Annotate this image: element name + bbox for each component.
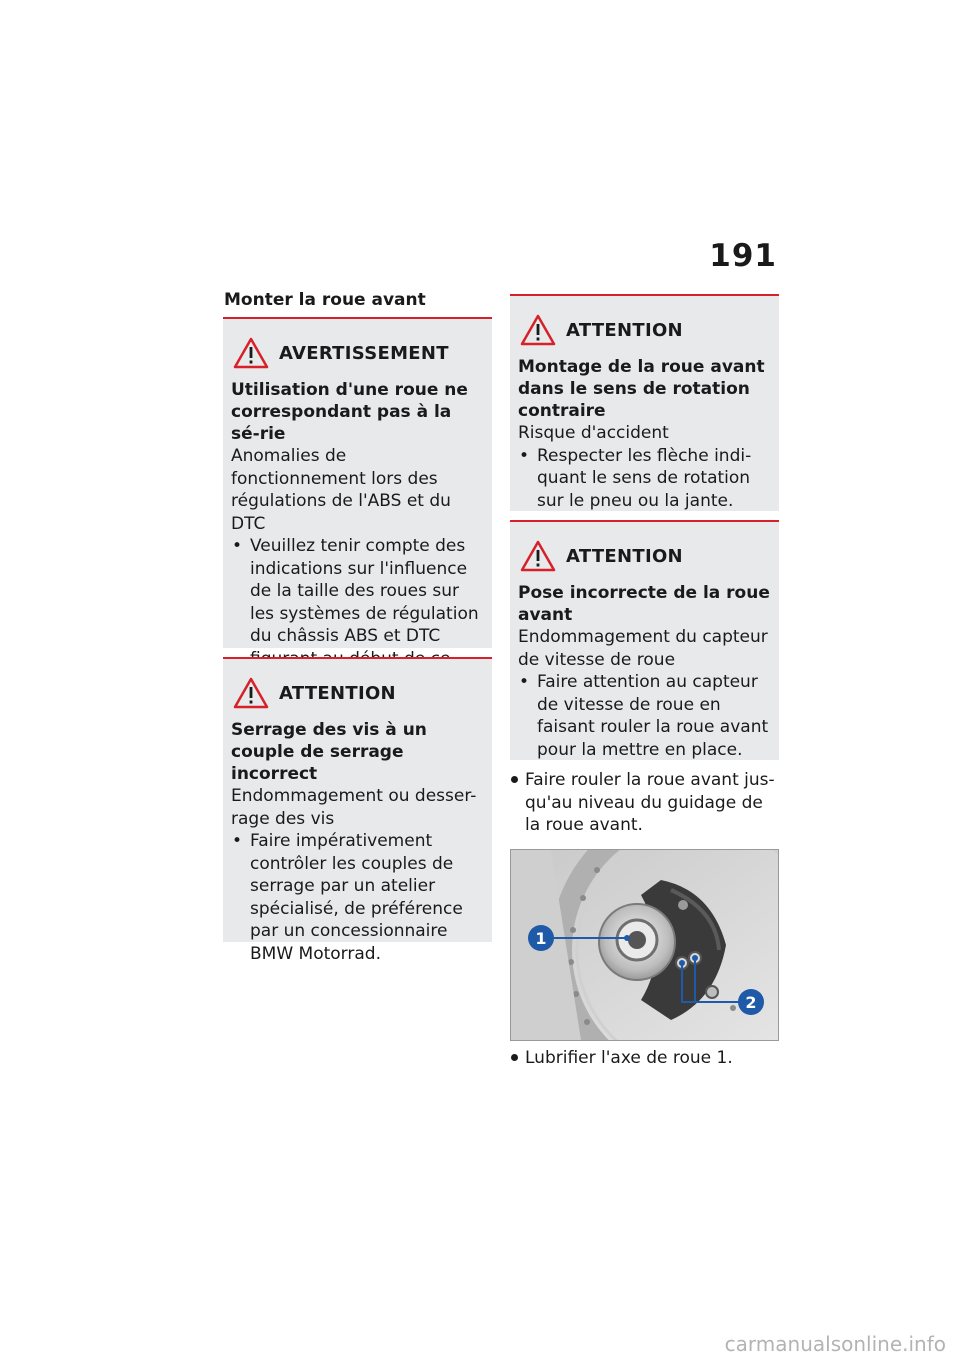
warning-label: ATTENTION [566, 545, 683, 567]
warning-label: ATTENTION [566, 319, 683, 341]
warning-title: Serrage des vis à un couple de serrage incorrect [231, 720, 427, 784]
warning-triangle-icon [233, 337, 269, 369]
warning-risk: Endommagement ou desser-rage des vis [231, 786, 477, 829]
warning-box-attention-pose [510, 520, 779, 760]
warning-box-avertissement [223, 317, 492, 648]
warning-title: Pose incorrecte de la roue avant [518, 583, 770, 625]
warning-label: ATTENTION [279, 682, 396, 704]
warning-box-attention-sens-rotation [510, 294, 779, 511]
warning-bullet: • Faire impérativement contrôler les couples de serrage par un atelier spécialisé, de préférence par un concessionnaire BMW Motorrad. [231, 830, 484, 965]
warning-label: AVERTISSEMENT [279, 342, 449, 364]
step-item: Faire rouler la roue avant jus-qu'au niveau du guidage de la roue avant. [510, 769, 778, 837]
step-item: Lubrifier l'axe de roue 1. [510, 1047, 778, 1070]
warning-bullet: • Veuillez tenir compte des indications sur l'influence de la taille des roues sur les systèmes de régulation du châssis ABS et DTC [231, 535, 484, 693]
warning-triangle-icon [520, 540, 556, 572]
warning-risk: Risque d'accident [518, 423, 669, 443]
warning-risk: Anomalies de fonctionnement lors des régulations de l'ABS et du DTC [231, 446, 451, 534]
warning-title: Utilisation d'une roue ne correspondant pas à la sé-rie [231, 380, 468, 444]
warning-bullets [231, 830, 484, 965]
warning-risk: Endommagement du capteur de vitesse de roue [518, 627, 768, 670]
warning-bullets [518, 445, 771, 513]
page-number: 191 [709, 238, 777, 274]
callout-2-label: 2 [745, 993, 757, 1012]
warning-box-attention-serrage [223, 657, 492, 964]
warning-triangle-icon [233, 677, 269, 709]
watermark: carmanualsonline.info [724, 1332, 946, 1356]
warning-triangle-icon [520, 314, 556, 346]
wheel-axle-photo [510, 849, 779, 1041]
warning-bullets [518, 671, 771, 761]
callout-1-label: 1 [535, 929, 547, 948]
warning-bullet: • Respecter les flèche indi-quant le sens de rotation sur le pneu ou la jante. [518, 445, 771, 513]
wheel-axle-illustration [511, 850, 778, 1040]
warning-title: Montage de la roue avant dans le sens de rotation contraire [518, 357, 765, 421]
warning-bullet: • Faire attention au capteur de vitesse de roue en faisant rouler la roue avant pour la mettre en place. [518, 671, 771, 761]
section-heading: Monter la roue avant [224, 290, 426, 310]
